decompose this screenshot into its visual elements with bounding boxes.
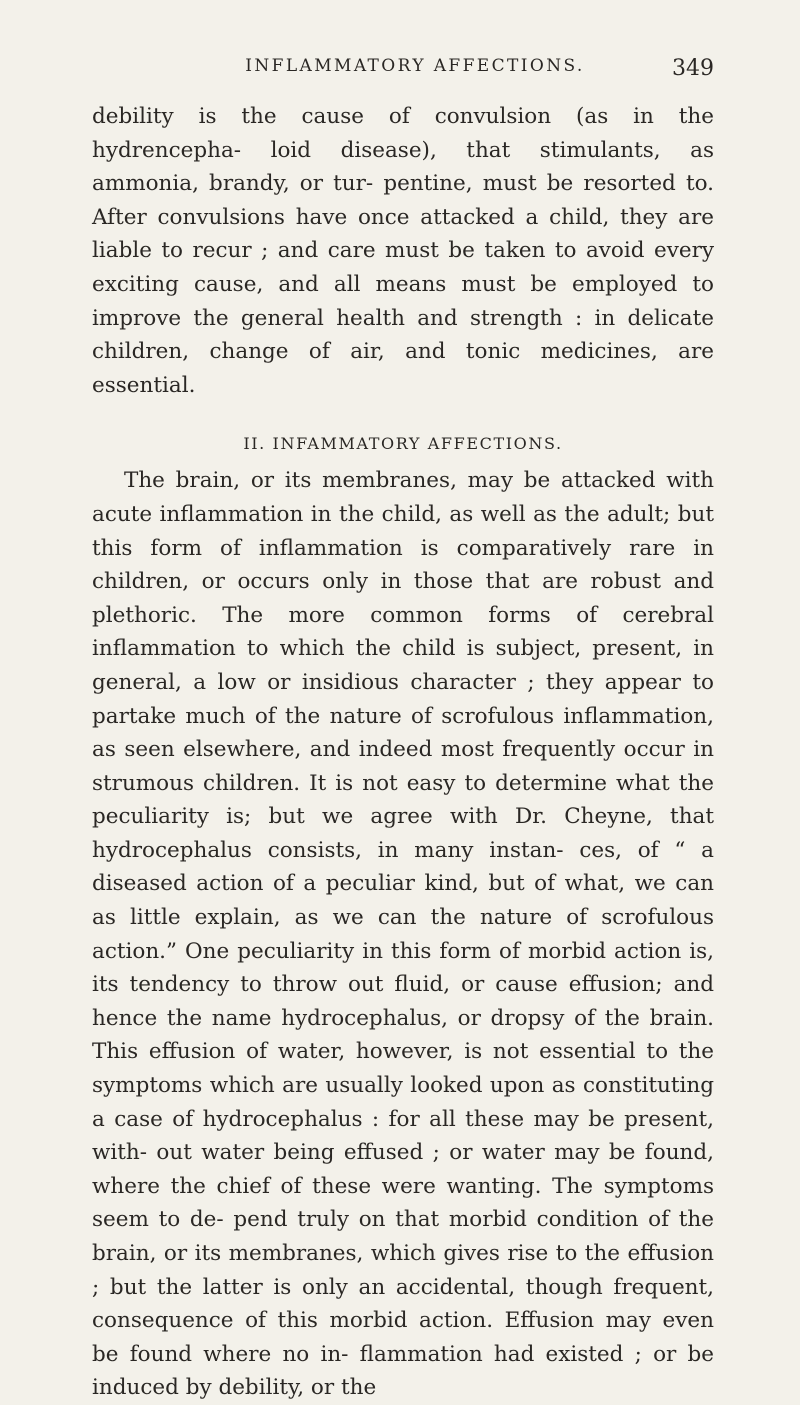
running-head	[92, 56, 714, 88]
running-title: INFLAMMATORY AFFECTIONS.	[245, 56, 585, 76]
section-paragraph: The brain, or its membranes, may be attacked with acute inflammation in the child, as well as the adult; but this form of inflammation is comparatively rare in children, or occurs only in those that are robust and plethoric. The more common forms of cerebral inflammation to which the child is subject, present, in general, a low or insidious character ; they appear to partake much of the nature of scrofulous inflammation, as seen elsewhere, and indeed most frequently occur in strumous children. It is not easy to determine what the peculiarity is; but we agree with Dr. Cheyne, that hydrocephalus consists, in many instan- ces, of “ a diseased action of a peculiar kind, but of what, we can as little explain, as we can the nature of scrofulous action.” One peculiarity in this form of morbid action is, its tendency to throw out fluid, or cause effusion; and hence the name hydrocephalus, or dropsy of the brain. This effusion of water, however, is not essential to the symptoms which are usually looked upon as constituting a case of hydrocephalus : for all these may be present, with- out water being effused ; or water may be found, where the chief of these were wanting. The symptoms seem to de- pend truly on that morbid condition of the brain, or its membranes, which gives rise to the effusion ; but the latter is only an accidental, though frequent, consequence of this morbid action. Effusion may even be found where no in- flammation had existed ; or be induced by debility, or the	[92, 468, 714, 1401]
section-heading: II. INFAMMATORY AFFECTIONS.	[243, 434, 563, 454]
page-number: 349	[672, 56, 714, 81]
continuation-paragraph: debility is the cause of convulsion (as in the hydrencepha- loid disease), that stimulants, as ammonia, brandy, or tur- pentine, must be resorted to. After convulsions have once attacked a child, they are liable to recur ; and care must be taken to avoid every exciting cause, and all means must be employed to improve the general health and strength : in delicate children, change of air, and tonic medicines, are essential.	[92, 104, 714, 398]
